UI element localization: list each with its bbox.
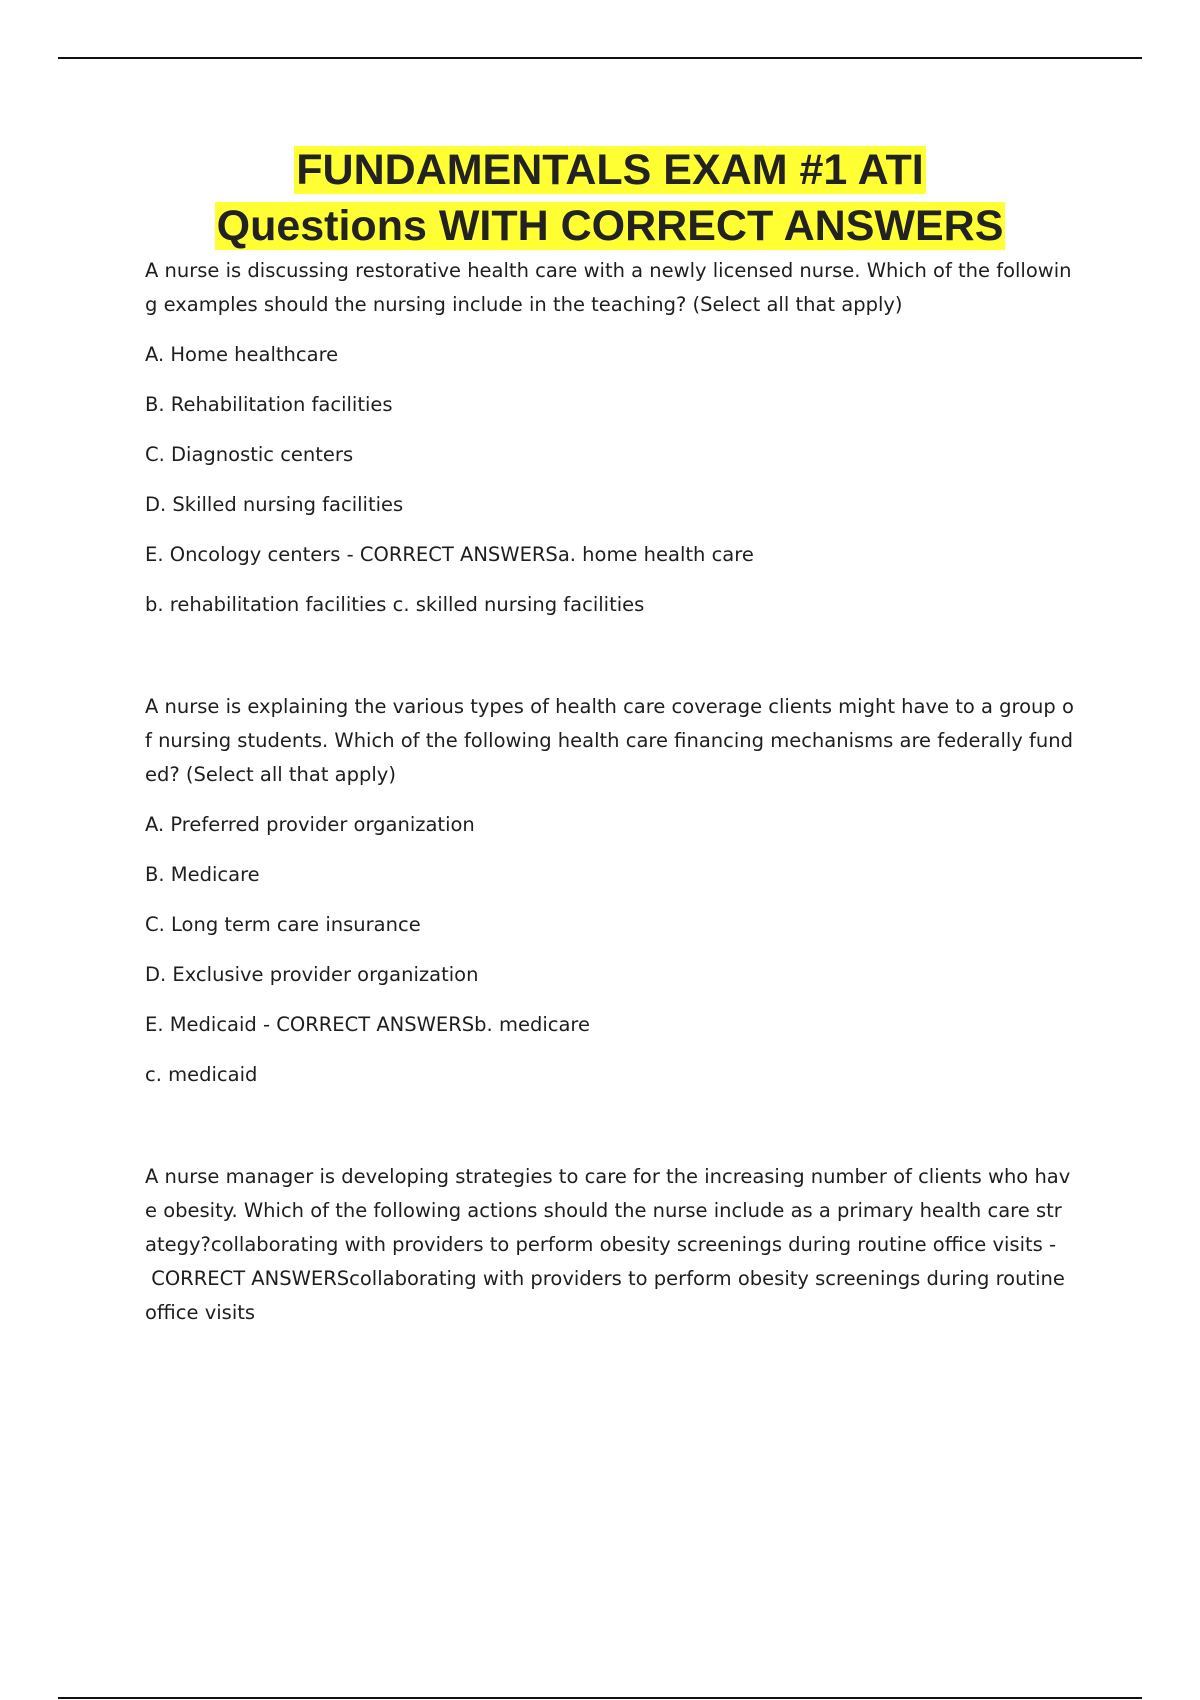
answer-option: A. Home healthcare <box>145 343 339 366</box>
top-rule <box>58 57 1142 59</box>
question-stem-line: g examples should the nursing include in the teaching? (Select all that apply) <box>145 293 903 316</box>
title-line-1: FUNDAMENTALS EXAM #1 ATI <box>296 146 924 194</box>
question-stem-line: ed? (Select all that apply) <box>145 763 396 786</box>
correct-answer-continuation: b. rehabilitation facilities c. skilled nursing facilities <box>145 593 645 616</box>
answer-option: B. Rehabilitation facilities <box>145 393 393 416</box>
answer-option-with-correct-answer: E. Oncology centers - CORRECT ANSWERSa. home health care <box>145 543 754 566</box>
answer-option-with-correct-answer: E. Medicaid - CORRECT ANSWERSb. medicare <box>145 1013 590 1036</box>
question-2 <box>145 690 1097 1092</box>
question-stem-line: A nurse is discussing restorative health care with a newly licensed nurse. Which of the followin <box>145 259 1072 282</box>
answer-option: A. Preferred provider organization <box>145 813 475 836</box>
question-1 <box>145 254 1097 622</box>
question-stem-line: office visits <box>145 1301 256 1324</box>
answer-option: C. Diagnostic centers <box>145 443 354 466</box>
answer-option: D. Exclusive provider organization <box>145 963 479 986</box>
title-line-2: Questions WITH CORRECT ANSWERS <box>216 202 1004 250</box>
bottom-rule <box>58 1697 1142 1699</box>
correct-answer-continuation: c. medicaid <box>145 1063 258 1086</box>
answer-option: C. Long term care insurance <box>145 913 421 936</box>
document-body <box>145 254 1097 1330</box>
document-title <box>145 142 1075 254</box>
answer-option: D. Skilled nursing facilities <box>145 493 404 516</box>
question-stem-line: f nursing students. Which of the following health care financing mechanisms are federally fund <box>145 729 1073 752</box>
answer-option: B. Medicare <box>145 863 260 886</box>
question-spacer <box>145 622 1097 690</box>
question-stem-line: A nurse manager is developing strategies to care for the increasing number of clients who hav <box>145 1165 1071 1188</box>
question-spacer <box>145 1092 1097 1160</box>
question-stem-line: A nurse is explaining the various types of health care coverage clients might have to a group o <box>145 695 1074 718</box>
question-3 <box>145 1160 1097 1330</box>
question-stem-line: CORRECT ANSWERScollaborating with providers to perform obesity screenings during routine <box>145 1267 1065 1290</box>
question-stem-line: ategy?collaborating with providers to perform obesity screenings during routine office visits - <box>145 1233 1057 1256</box>
question-stem-line: e obesity. Which of the following actions should the nurse include as a primary health care str <box>145 1199 1062 1222</box>
